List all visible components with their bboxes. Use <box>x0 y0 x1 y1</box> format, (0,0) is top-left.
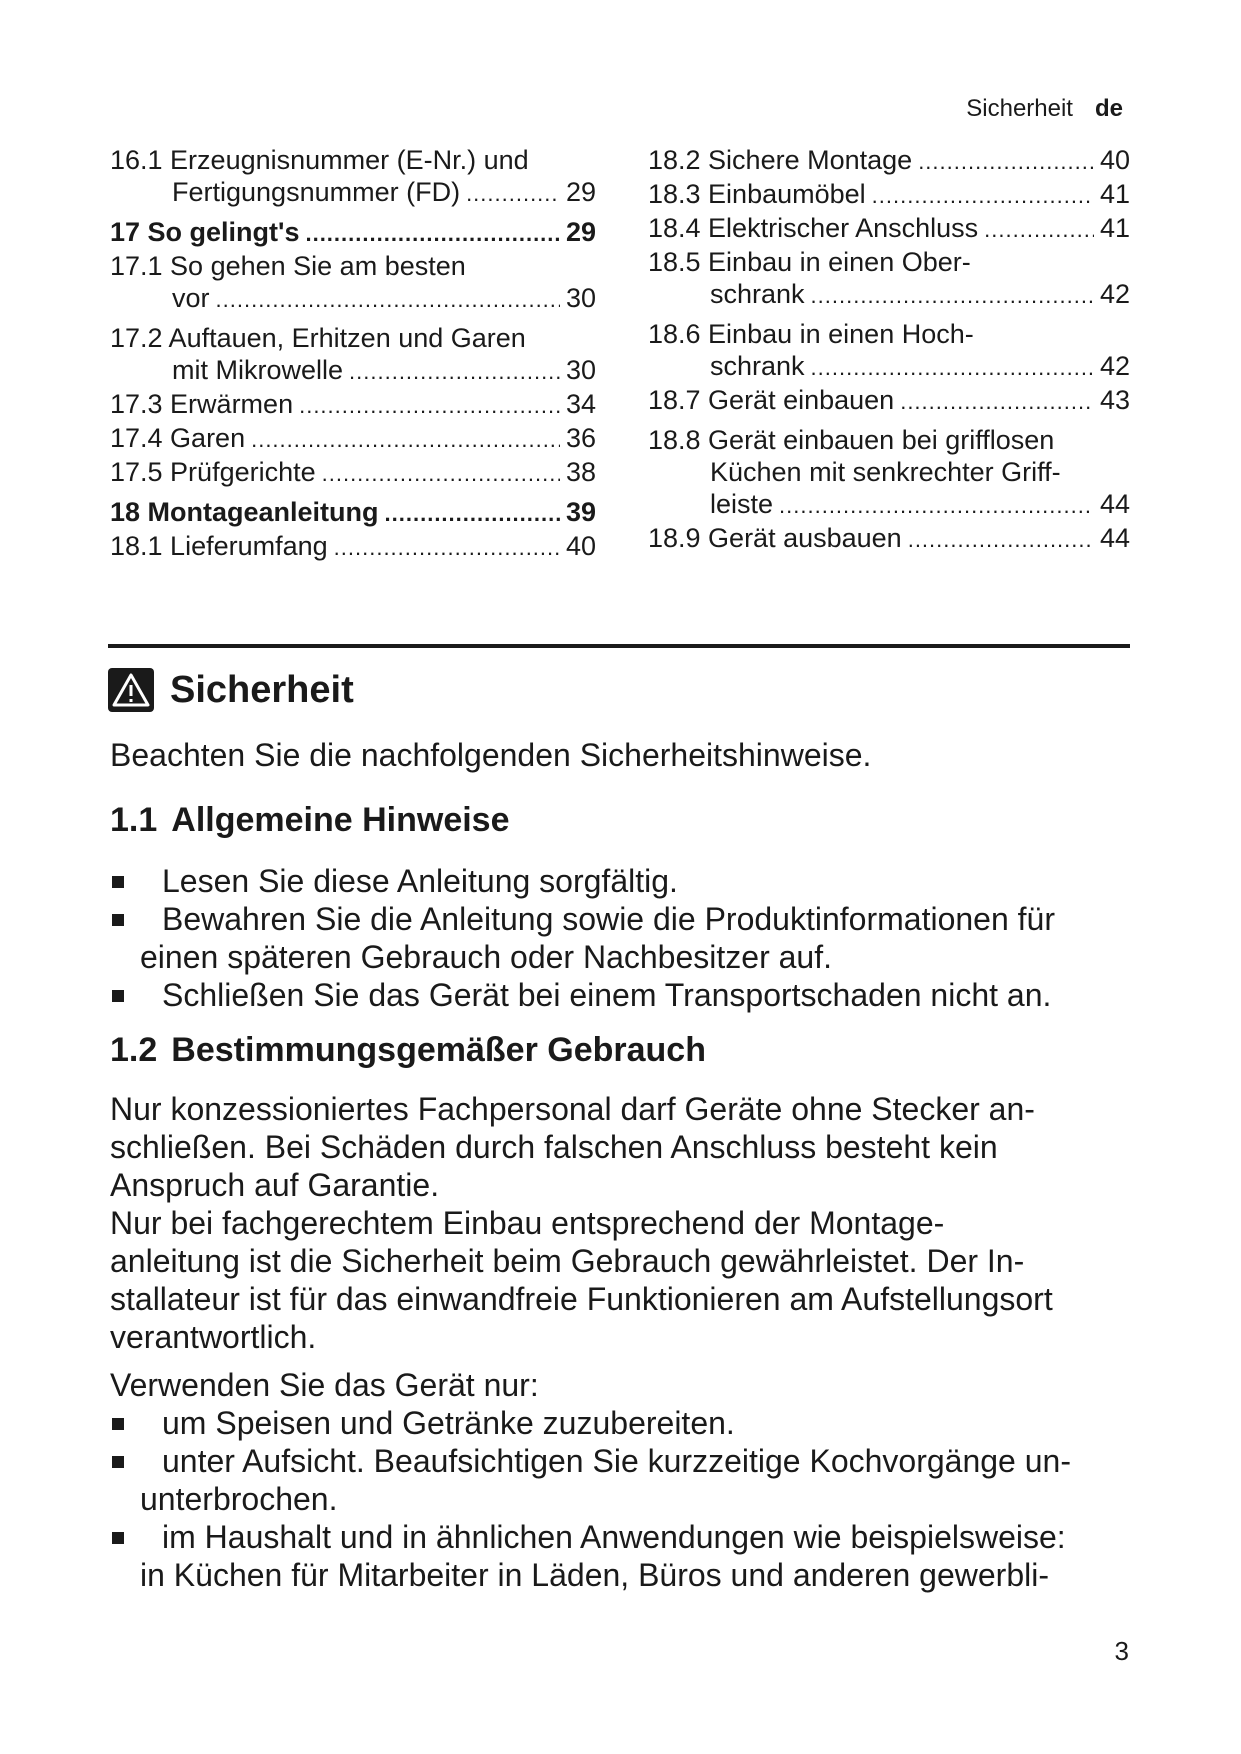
toc-leader <box>984 214 1094 246</box>
toc-entry-18-6[interactable] <box>648 318 1130 384</box>
toc-leader <box>908 524 1094 556</box>
toc-label: 17 So gelingt's <box>110 217 300 247</box>
list-item-text-cont: unterbrochen. <box>140 1481 338 1517</box>
paragraph-line: schließen. Bei Schäden durch falschen Anschluss besteht kein <box>110 1129 998 1165</box>
section-divider <box>108 644 1130 648</box>
toc-label-cont: vor <box>172 283 210 313</box>
list-item-text: um Speisen und Getränke zuzubereiten. <box>162 1405 735 1441</box>
toc-page: 34 <box>565 389 596 419</box>
toc-label: 18.9 Gerät ausbauen <box>648 523 902 553</box>
toc-entry-18-7[interactable] <box>648 384 1130 418</box>
header-language: de <box>1094 95 1123 122</box>
toc-entry-17[interactable] <box>110 216 596 250</box>
bullet-list-general <box>110 862 1140 1014</box>
toc-page: 41 <box>1099 179 1130 209</box>
list-item <box>110 862 1140 900</box>
toc-page: 29 <box>565 217 596 247</box>
toc-page: 42 <box>1099 351 1130 381</box>
toc-entry-18-9[interactable] <box>648 522 1130 556</box>
paragraph-line: anleitung ist die Sicherheit beim Gebrauch gewährleistet. Der In- <box>110 1243 1025 1279</box>
toc-label: 18.7 Gerät einbauen <box>648 385 895 415</box>
toc-page: 38 <box>565 457 596 487</box>
header-section: Sicherheit <box>966 95 1073 122</box>
toc-entry-17-5[interactable] <box>110 456 596 490</box>
toc-page: 41 <box>1099 213 1130 243</box>
toc-leader <box>349 356 560 388</box>
toc-entry-17-2[interactable] <box>110 322 596 388</box>
toc-page: 39 <box>565 497 596 527</box>
toc-page: 30 <box>565 355 596 385</box>
toc-page: 40 <box>1099 145 1130 175</box>
bullet-square-icon <box>112 876 124 888</box>
toc-label: 17.3 Erwärmen <box>110 389 294 419</box>
toc-entry-18-5[interactable] <box>648 246 1130 312</box>
toc-label-cont: Küchen mit senkrechter Griff- <box>710 457 1061 487</box>
list-item <box>110 900 1140 976</box>
toc-leader <box>251 424 560 456</box>
section-title: Sicherheit <box>170 669 354 711</box>
toc-label: 18.2 Sichere Montage <box>648 145 913 175</box>
toc-leader <box>811 352 1094 384</box>
toc-label: 18.1 Lieferumfang <box>110 531 328 561</box>
bullet-square-icon <box>112 1456 124 1468</box>
toc-label: 18.3 Einbaumöbel <box>648 179 866 209</box>
toc-entry-17-4[interactable] <box>110 422 596 456</box>
list-item <box>110 1404 1140 1442</box>
toc-page: 42 <box>1099 279 1130 309</box>
toc-leader <box>299 390 560 422</box>
list-item-text: unter Aufsicht. Beaufsichtigen Sie kurzzeitige Kochvorgänge un- <box>162 1443 1071 1479</box>
toc-label: 17.2 Auftauen, Erhitzen und Garen <box>110 323 526 353</box>
bullet-list-usage <box>110 1404 1140 1594</box>
toc-leader <box>466 178 560 210</box>
toc-entry-18-1[interactable] <box>110 530 596 564</box>
list-item <box>110 1442 1140 1518</box>
toc-label: 18.5 Einbau in einen Ober- <box>648 247 971 277</box>
paragraph-line: stallateur ist für das einwandfreie Funktionieren am Aufstellungsort <box>110 1281 1053 1317</box>
toc-leader <box>385 498 560 530</box>
toc-page: 44 <box>1099 489 1130 519</box>
toc-leader <box>872 180 1094 212</box>
warning-triangle-icon <box>108 668 154 712</box>
toc-leader <box>322 458 560 490</box>
toc-label: 18 Montageanleitung <box>110 497 379 527</box>
toc-label: 18.4 Elektrischer Anschluss <box>648 213 979 243</box>
toc-label: 18.6 Einbau in einen Hoch- <box>648 319 974 349</box>
toc-label-cont: schrank <box>710 351 805 381</box>
section-heading <box>108 668 354 712</box>
toc-entry-17-1[interactable] <box>110 250 596 316</box>
subsection-title: Bestimmungsgemäßer Gebrauch <box>171 1031 706 1069</box>
list-item <box>110 976 1140 1014</box>
subsection-number: 1.1 <box>110 801 158 839</box>
toc-left-column <box>110 144 596 564</box>
subsection-title: Allgemeine Hinweise <box>171 801 510 839</box>
toc-label-cont: schrank <box>710 279 805 309</box>
list-item-text: Lesen Sie diese Anleitung sorgfältig. <box>162 863 678 899</box>
toc-entry-18-2[interactable] <box>648 144 1130 178</box>
toc-entry-18-3[interactable] <box>648 178 1130 212</box>
toc-leader <box>305 218 559 250</box>
toc-label: 16.1 Erzeugnisnummer (E-Nr.) und <box>110 145 529 175</box>
toc-page: 43 <box>1099 385 1130 415</box>
paragraph-installation <box>110 1090 1134 1204</box>
toc-label-cont: mit Mikrowelle <box>172 355 344 385</box>
list-item-text: im Haushalt und in ähnlichen Anwendungen wie beispielsweise: <box>162 1519 1066 1555</box>
toc-leader <box>900 386 1094 418</box>
list-item-text: Schließen Sie das Gerät bei einem Transportschaden nicht an. <box>162 977 1052 1013</box>
section-intro: Beachten Sie die nachfolgenden Sicherheitshinweise. <box>110 737 872 773</box>
toc-entry-18-8[interactable] <box>648 424 1130 522</box>
toc-page: 29 <box>565 177 596 207</box>
toc-entry-18[interactable] <box>110 496 596 530</box>
toc-leader <box>779 490 1094 522</box>
paragraph-line: Nur bei fachgerechtem Einbau entsprechend der Montage- <box>110 1205 945 1241</box>
toc-entry-16-1[interactable] <box>110 144 596 210</box>
subsection-heading-1-1 <box>110 800 510 840</box>
paragraph-line: Nur konzessioniertes Fachpersonal darf Geräte ohne Stecker an- <box>110 1091 1035 1127</box>
toc-entry-17-3[interactable] <box>110 388 596 422</box>
toc-leader <box>334 532 560 564</box>
toc-label-cont: Fertigungsnummer (FD) <box>172 177 461 207</box>
toc-leader <box>918 146 1094 178</box>
bullet-square-icon <box>112 990 124 1002</box>
subsection-number: 1.2 <box>110 1031 158 1069</box>
subsection-heading-1-2 <box>110 1030 706 1070</box>
usage-lead: Verwenden Sie das Gerät nur: <box>110 1367 539 1403</box>
toc-leader <box>811 280 1094 312</box>
toc-page: 30 <box>565 283 596 313</box>
paragraph-line: Anspruch auf Garantie. <box>110 1167 440 1203</box>
toc-label: 18.8 Gerät einbauen bei grifflosen <box>648 425 1055 455</box>
running-header <box>966 94 1123 124</box>
toc-page: 36 <box>565 423 596 453</box>
list-item-text: Bewahren Sie die Anleitung sowie die Produktinformationen für <box>162 901 1055 937</box>
toc-entry-18-4[interactable] <box>648 212 1130 246</box>
page-number: 3 <box>1114 1636 1129 1666</box>
toc-label-cont: leiste <box>710 489 774 519</box>
toc-right-column <box>648 144 1130 556</box>
bullet-square-icon <box>112 1418 124 1430</box>
bullet-square-icon <box>112 914 124 926</box>
toc-leader <box>216 284 560 316</box>
paragraph-line: verantwortlich. <box>110 1319 317 1355</box>
list-item <box>110 1518 1140 1594</box>
toc-page: 40 <box>565 531 596 561</box>
toc-label: 17.4 Garen <box>110 423 246 453</box>
toc-label: 17.1 So gehen Sie am besten <box>110 251 466 281</box>
bullet-square-icon <box>112 1532 124 1544</box>
paragraph-assembly <box>110 1204 1134 1356</box>
list-item-text-cont: einen späteren Gebrauch oder Nachbesitzer auf. <box>140 939 832 975</box>
toc-label: 17.5 Prüfgerichte <box>110 457 316 487</box>
toc-page: 44 <box>1099 523 1130 553</box>
list-item-text-cont: in Küchen für Mitarbeiter in Läden, Büros und anderen gewerbli- <box>140 1557 1049 1593</box>
